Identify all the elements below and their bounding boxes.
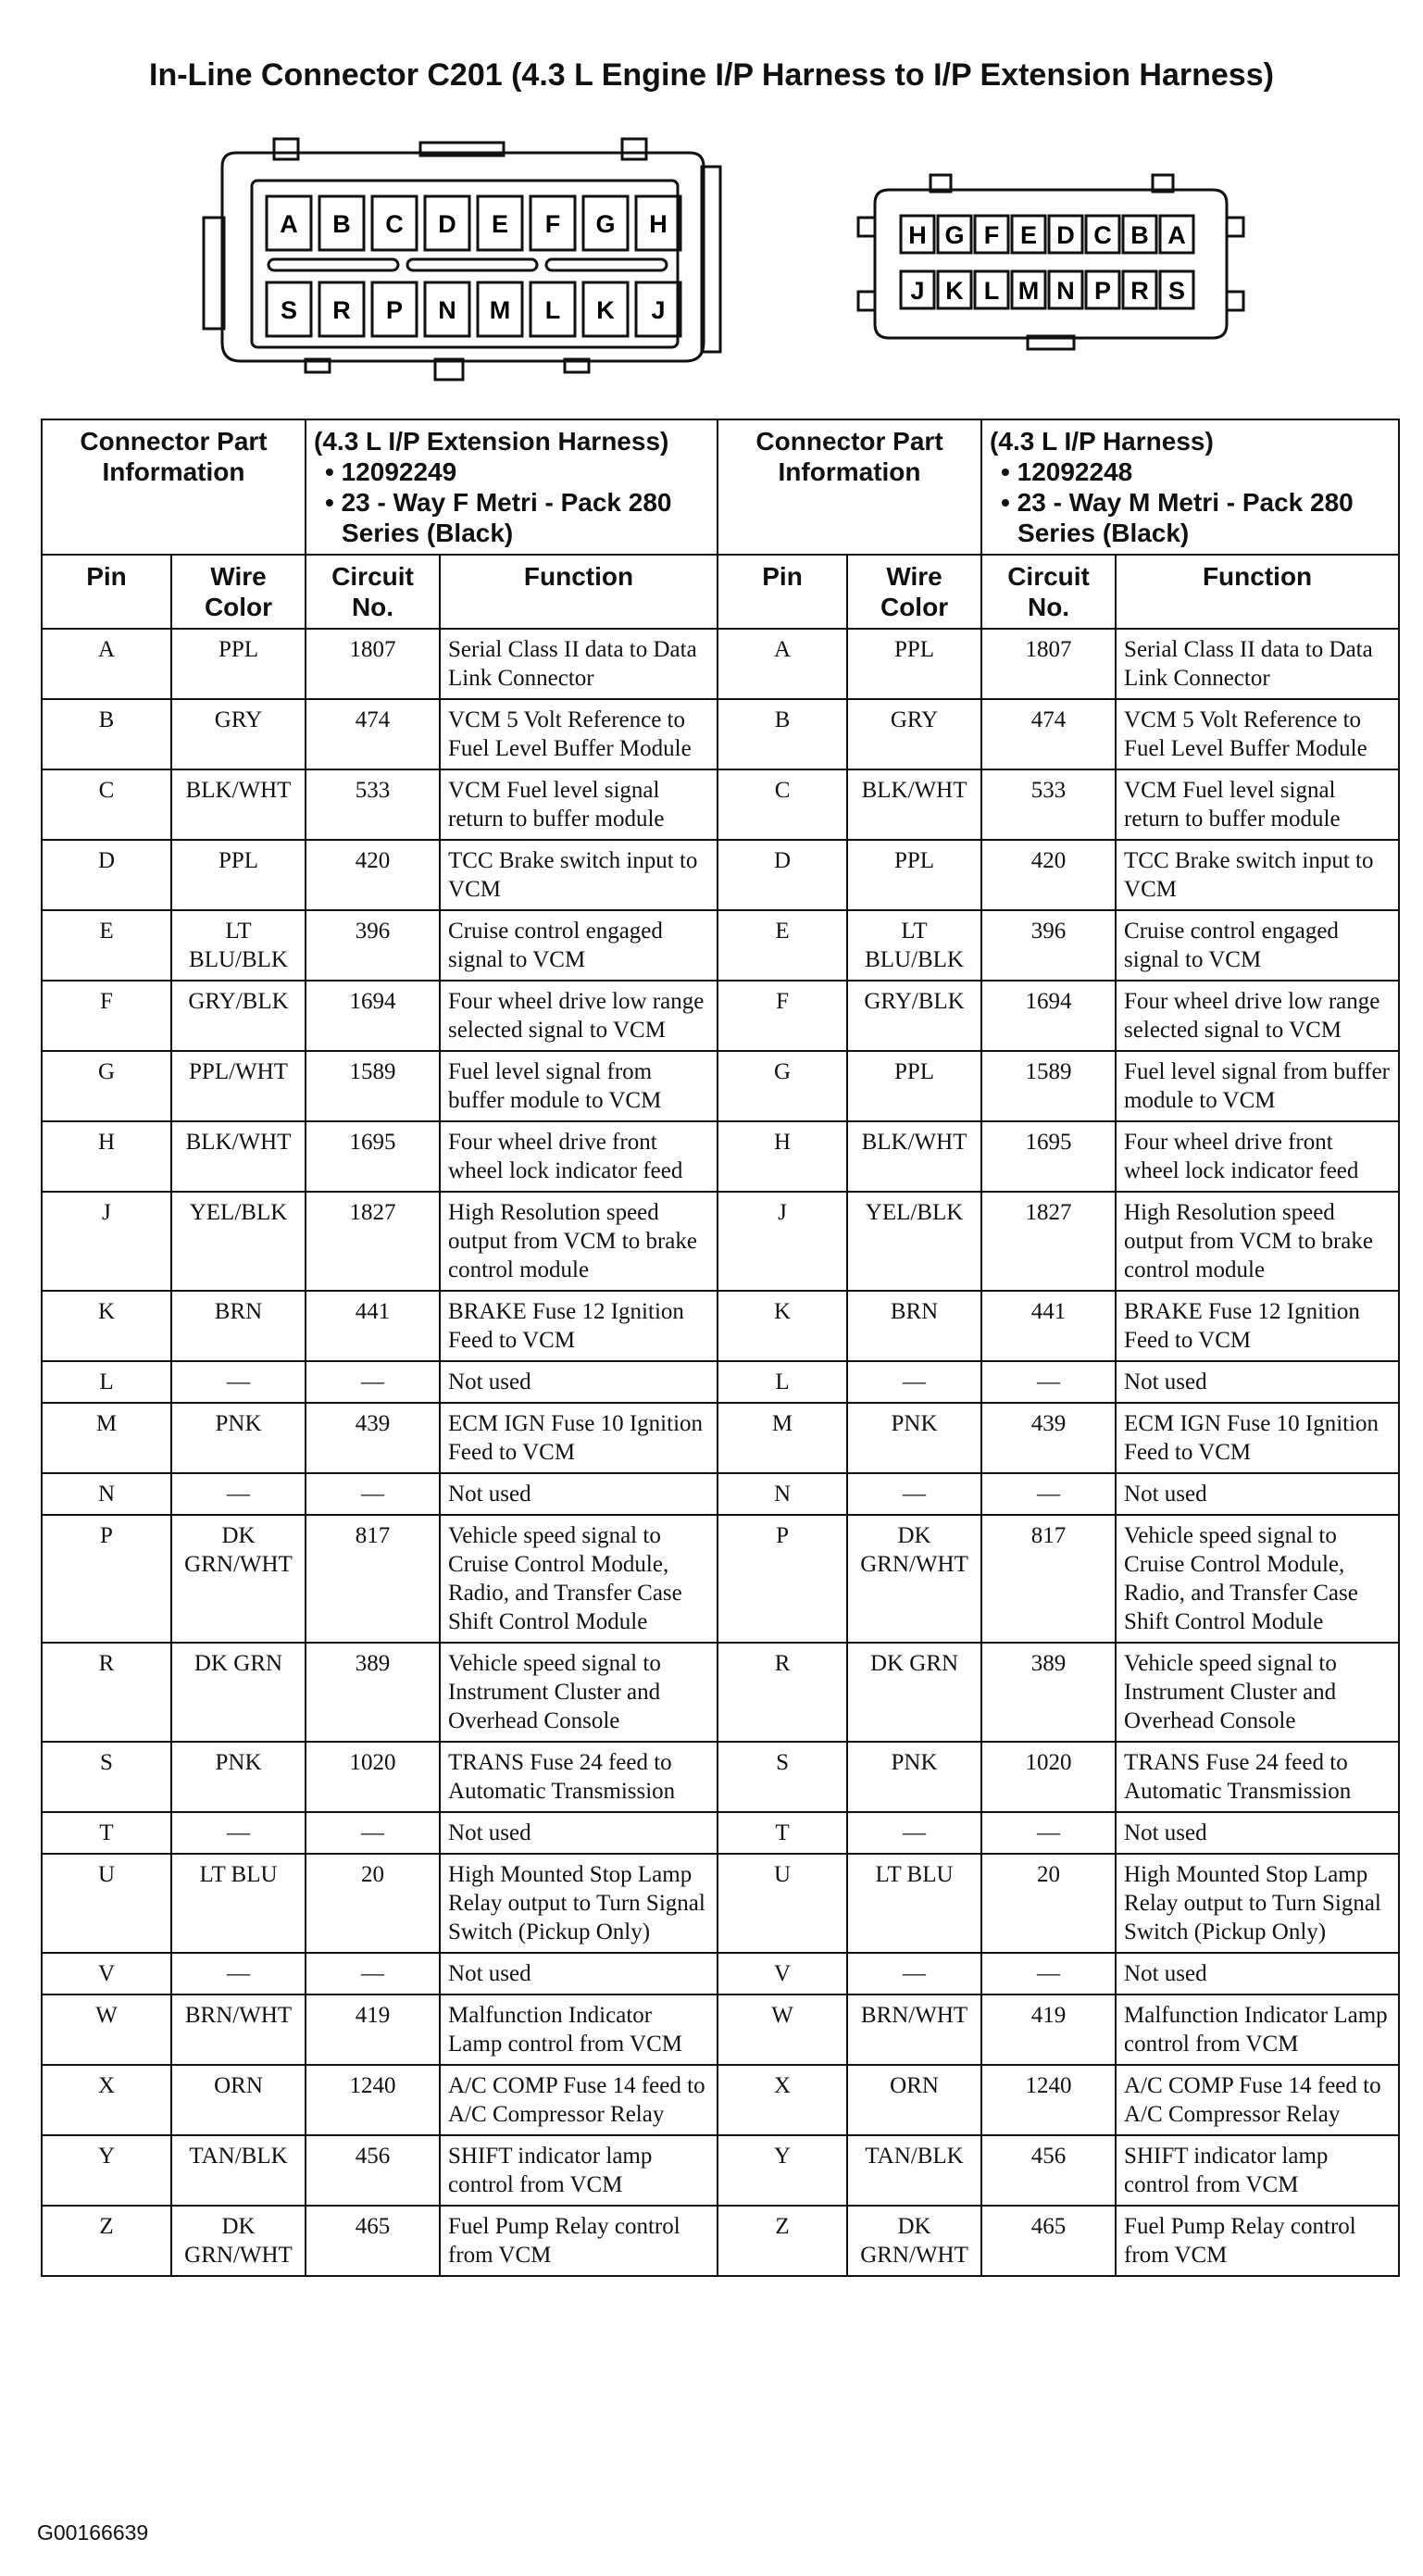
column-header-row: [42, 555, 1399, 629]
male-pin-label: A: [1167, 221, 1186, 249]
pin-cell: X: [42, 2065, 171, 2135]
function-cell: Not used: [440, 1953, 718, 1995]
table-row: [42, 699, 1399, 769]
pin-cell: L: [718, 1361, 847, 1403]
pin-cell: S: [42, 1742, 171, 1812]
table-row: [42, 910, 1399, 981]
female-pin-label: A: [280, 210, 298, 238]
female-pin-label: N: [438, 296, 456, 324]
function-cell: Cruise control engaged signal to VCM: [440, 910, 718, 981]
function-cell: Not used: [1116, 1361, 1399, 1403]
left-info-label: Connector Part Information: [42, 419, 306, 555]
function-cell: TRANS Fuse 24 feed to Automatic Transmission: [1116, 1742, 1399, 1812]
circuit-cell: 420: [306, 840, 440, 910]
wire-color-cell: BLK/WHT: [171, 1121, 306, 1192]
wire-color-cell: —: [171, 1361, 306, 1403]
female-pin-label: L: [544, 296, 561, 324]
function-cell: VCM Fuel level signal return to buffer module: [1116, 769, 1399, 840]
male-pin-label: R: [1130, 277, 1149, 305]
pin-cell: D: [718, 840, 847, 910]
male-pin-label: H: [908, 221, 927, 249]
wire-color-cell: GRY: [171, 699, 306, 769]
table-row: [42, 1121, 1399, 1192]
table-row: [42, 1515, 1399, 1643]
wire-color-cell: —: [171, 1812, 306, 1854]
circuit-cell: 1695: [306, 1121, 440, 1192]
pin-cell: H: [718, 1121, 847, 1192]
circuit-cell: 474: [306, 699, 440, 769]
female-pin-label: M: [489, 296, 511, 324]
pin-cell: K: [42, 1291, 171, 1361]
wire-color-cell: GRY/BLK: [847, 981, 981, 1051]
pin-cell: B: [42, 699, 171, 769]
right-part-number: • 12092248: [1001, 457, 1133, 486]
function-cell: High Resolution speed output from VCM to brake control module: [440, 1192, 718, 1291]
female-pin-label: H: [649, 210, 668, 238]
function-cell: VCM Fuel level signal return to buffer module: [440, 769, 718, 840]
table-row: [42, 1643, 1399, 1742]
male-pin-label: M: [1017, 277, 1040, 305]
pin-cell: C: [718, 769, 847, 840]
male-connector-drawing: [847, 162, 1254, 356]
circuit-cell: 439: [981, 1403, 1116, 1473]
right-info-label: Connector Part Information: [718, 419, 981, 555]
circuit-cell: 441: [306, 1291, 440, 1361]
function-cell: SHIFT indicator lamp control from VCM: [1116, 2135, 1399, 2206]
pin-cell: N: [42, 1473, 171, 1515]
function-cell: High Mounted Stop Lamp Relay output to Turn Signal Switch (Pickup Only): [1116, 1854, 1399, 1953]
wire-color-cell: —: [171, 1953, 306, 1995]
wire-color-cell: PPL: [847, 1051, 981, 1121]
left-part-number: • 12092249: [325, 457, 457, 486]
pin-cell: K: [718, 1291, 847, 1361]
table-row: [42, 1051, 1399, 1121]
female-pin-label: S: [280, 296, 298, 324]
circuit-cell: —: [306, 1812, 440, 1854]
circuit-cell: 419: [981, 1995, 1116, 2065]
circuit-cell: 1589: [981, 1051, 1116, 1121]
circuit-cell: 1807: [981, 629, 1116, 699]
circuit-cell: —: [981, 1953, 1116, 1995]
female-pin-label: R: [332, 296, 351, 324]
male-pin-label: C: [1093, 221, 1112, 249]
wire-color-cell: ORN: [847, 2065, 981, 2135]
pin-cell: P: [42, 1515, 171, 1643]
wire-color-cell: GRY: [847, 699, 981, 769]
wire-color-cell: —: [847, 1953, 981, 1995]
pinout-table: [41, 419, 1400, 2277]
wire-color-cell: LT BLU/BLK: [171, 910, 306, 981]
pin-cell: V: [42, 1953, 171, 1995]
table-row: [42, 981, 1399, 1051]
wire-color-cell: LT BLU/BLK: [847, 910, 981, 981]
female-pin-label: J: [651, 296, 666, 324]
pin-cell: S: [718, 1742, 847, 1812]
table-row: [42, 2065, 1399, 2135]
wire-color-cell: PPL: [171, 629, 306, 699]
pin-cell: A: [42, 629, 171, 699]
pin-cell: E: [718, 910, 847, 981]
circuit-cell: 396: [981, 910, 1116, 981]
diagram-title: In-Line Connector C201 (4.3 L Engine I/P Harness to I/P Extension Harness): [149, 57, 1274, 93]
wire-color-cell: PPL: [847, 629, 981, 699]
circuit-cell: 420: [981, 840, 1116, 910]
female-pin-label: G: [595, 210, 616, 238]
circuit-cell: 1240: [306, 2065, 440, 2135]
table-row: [42, 2135, 1399, 2206]
table-row: [42, 1473, 1399, 1515]
wire-color-cell: —: [847, 1812, 981, 1854]
circuit-cell: 1240: [981, 2065, 1116, 2135]
pin-cell: E: [42, 910, 171, 981]
function-cell: Not used: [1116, 1812, 1399, 1854]
table-row: [42, 1742, 1399, 1812]
pin-cell: W: [718, 1995, 847, 2065]
wire-color-cell: TAN/BLK: [847, 2135, 981, 2206]
male-pin-label: K: [945, 277, 964, 305]
wire-color-cell: PPL: [171, 840, 306, 910]
circuit-cell: 533: [306, 769, 440, 840]
circuit-cell: —: [981, 1473, 1116, 1515]
function-cell: Four wheel drive front wheel lock indicator feed: [440, 1121, 718, 1192]
circuit-cell: 1020: [981, 1742, 1116, 1812]
function-cell: Vehicle speed signal to Instrument Cluster and Overhead Console: [1116, 1643, 1399, 1742]
function-cell: Fuel level signal from buffer module to VCM: [1116, 1051, 1399, 1121]
circuit-cell: 439: [306, 1403, 440, 1473]
pin-cell: T: [718, 1812, 847, 1854]
pin-cell: M: [42, 1403, 171, 1473]
circuit-cell: 1694: [306, 981, 440, 1051]
pin-cell: Z: [718, 2206, 847, 2276]
table-row: [42, 1812, 1399, 1854]
wire-color-cell: DK GRN/WHT: [847, 1515, 981, 1643]
function-cell: Not used: [440, 1812, 718, 1854]
male-pin-label: N: [1056, 277, 1075, 305]
function-cell: Not used: [1116, 1953, 1399, 1995]
circuit-cell: —: [306, 1953, 440, 1995]
function-cell: TRANS Fuse 24 feed to Automatic Transmission: [440, 1742, 718, 1812]
circuit-cell: 817: [306, 1515, 440, 1643]
col-circuit-no: Circuit No.: [306, 555, 440, 629]
circuit-cell: 1020: [306, 1742, 440, 1812]
circuit-cell: 20: [306, 1854, 440, 1953]
wire-color-cell: LT BLU: [847, 1854, 981, 1953]
function-cell: Vehicle speed signal to Cruise Control Module, Radio, and Transfer Case Shift Control Module: [1116, 1515, 1399, 1643]
connector-info-row: [42, 419, 1399, 555]
function-cell: Vehicle speed signal to Cruise Control Module, Radio, and Transfer Case Shift Control Module: [440, 1515, 718, 1643]
female-pin-label: D: [438, 210, 456, 238]
female-pin-label: K: [596, 296, 615, 324]
function-cell: SHIFT indicator lamp control from VCM: [440, 2135, 718, 2206]
circuit-cell: 456: [981, 2135, 1116, 2206]
circuit-cell: 1694: [981, 981, 1116, 1051]
function-cell: Fuel Pump Relay control from VCM: [440, 2206, 718, 2276]
wire-color-cell: YEL/BLK: [171, 1192, 306, 1291]
circuit-cell: 817: [981, 1515, 1116, 1643]
circuit-cell: 389: [306, 1643, 440, 1742]
function-cell: VCM 5 Volt Reference to Fuel Level Buffer Module: [440, 699, 718, 769]
circuit-cell: 456: [306, 2135, 440, 2206]
wire-color-cell: DK GRN: [171, 1643, 306, 1742]
pin-cell: G: [42, 1051, 171, 1121]
female-pin-label: C: [385, 210, 404, 238]
col-pin: Pin: [718, 555, 847, 629]
function-cell: Fuel level signal from buffer module to VCM: [440, 1051, 718, 1121]
circuit-cell: 1827: [306, 1192, 440, 1291]
wire-color-cell: TAN/BLK: [171, 2135, 306, 2206]
pin-cell: F: [718, 981, 847, 1051]
circuit-cell: 419: [306, 1995, 440, 2065]
right-harness-info: [981, 419, 1399, 555]
function-cell: A/C COMP Fuse 14 feed to A/C Compressor Relay: [440, 2065, 718, 2135]
left-harness-title: (4.3 L I/P Extension Harness): [314, 427, 669, 456]
wire-color-cell: —: [171, 1473, 306, 1515]
wire-color-cell: LT BLU: [171, 1854, 306, 1953]
male-pin-label: J: [910, 277, 925, 305]
table-row: [42, 629, 1399, 699]
col-circuit-no: Circuit No.: [981, 555, 1116, 629]
pin-cell: R: [718, 1643, 847, 1742]
function-cell: Fuel Pump Relay control from VCM: [1116, 2206, 1399, 2276]
male-pin-label: P: [1093, 277, 1112, 305]
circuit-cell: 465: [981, 2206, 1116, 2276]
function-cell: Not used: [440, 1361, 718, 1403]
circuit-cell: 1807: [306, 629, 440, 699]
female-pin-label: F: [544, 210, 561, 238]
female-pin-label: E: [491, 210, 509, 238]
function-cell: Four wheel drive low range selected signal to VCM: [440, 981, 718, 1051]
function-cell: Malfunction Indicator Lamp control from VCM: [1116, 1995, 1399, 2065]
wire-color-cell: DK GRN: [847, 1643, 981, 1742]
male-pin-label: F: [983, 221, 1000, 249]
wire-color-cell: BLK/WHT: [171, 769, 306, 840]
male-pin-label: D: [1056, 221, 1075, 249]
pin-cell: B: [718, 699, 847, 769]
table-row: [42, 1291, 1399, 1361]
function-cell: Serial Class II data to Data Link Connector: [440, 629, 718, 699]
wire-color-cell: GRY/BLK: [171, 981, 306, 1051]
table-row: [42, 769, 1399, 840]
pin-cell: Z: [42, 2206, 171, 2276]
wire-color-cell: PNK: [171, 1742, 306, 1812]
pin-cell: U: [718, 1854, 847, 1953]
function-cell: Serial Class II data to Data Link Connector: [1116, 629, 1399, 699]
wire-color-cell: PNK: [847, 1742, 981, 1812]
function-cell: Four wheel drive low range selected signal to VCM: [1116, 981, 1399, 1051]
wire-color-cell: PPL: [847, 840, 981, 910]
table-row: [42, 840, 1399, 910]
left-harness-info: [306, 419, 718, 555]
circuit-cell: 474: [981, 699, 1116, 769]
circuit-cell: —: [306, 1361, 440, 1403]
table-row: [42, 1953, 1399, 1995]
right-harness-title: (4.3 L I/P Harness): [990, 427, 1214, 456]
col-pin: Pin: [42, 555, 171, 629]
function-cell: Vehicle speed signal to Instrument Cluster and Overhead Console: [440, 1643, 718, 1742]
wire-color-cell: PNK: [171, 1403, 306, 1473]
pin-cell: F: [42, 981, 171, 1051]
table-row: [42, 1995, 1399, 2065]
function-cell: VCM 5 Volt Reference to Fuel Level Buffer Module: [1116, 699, 1399, 769]
circuit-cell: 389: [981, 1643, 1116, 1742]
function-cell: TCC Brake switch input to VCM: [440, 840, 718, 910]
function-cell: Not used: [1116, 1473, 1399, 1515]
circuit-cell: 396: [306, 910, 440, 981]
pin-cell: P: [718, 1515, 847, 1643]
right-type-line: • 23 - Way M Metri - Pack 280 Series (Black): [1001, 488, 1354, 547]
male-pin-label: G: [944, 221, 965, 249]
function-cell: Cruise control engaged signal to VCM: [1116, 910, 1399, 981]
table-row: [42, 1192, 1399, 1291]
wire-color-cell: BRN/WHT: [171, 1995, 306, 2065]
wire-color-cell: PNK: [847, 1403, 981, 1473]
circuit-cell: —: [981, 1812, 1116, 1854]
pin-cell: W: [42, 1995, 171, 2065]
function-cell: Malfunction Indicator Lamp control from VCM: [440, 1995, 718, 2065]
table-row: [42, 1403, 1399, 1473]
wire-color-cell: BLK/WHT: [847, 1121, 981, 1192]
circuit-cell: 533: [981, 769, 1116, 840]
col-wire-color: Wire Color: [847, 555, 981, 629]
function-cell: ECM IGN Fuse 10 Ignition Feed to VCM: [1116, 1403, 1399, 1473]
female-connector-drawing: [194, 130, 731, 389]
pin-cell: L: [42, 1361, 171, 1403]
wire-color-cell: DK GRN/WHT: [171, 2206, 306, 2276]
col-function: Function: [440, 555, 718, 629]
table-row: [42, 1854, 1399, 1953]
function-cell: Not used: [440, 1473, 718, 1515]
table-row: [42, 1361, 1399, 1403]
pin-cell: N: [718, 1473, 847, 1515]
col-function: Function: [1116, 555, 1399, 629]
pin-cell: U: [42, 1854, 171, 1953]
wire-color-cell: ORN: [171, 2065, 306, 2135]
circuit-cell: 1589: [306, 1051, 440, 1121]
function-cell: High Resolution speed output from VCM to brake control module: [1116, 1192, 1399, 1291]
wire-color-cell: —: [847, 1473, 981, 1515]
pin-cell: Y: [42, 2135, 171, 2206]
circuit-cell: 1827: [981, 1192, 1116, 1291]
function-cell: ECM IGN Fuse 10 Ignition Feed to VCM: [440, 1403, 718, 1473]
pin-cell: C: [42, 769, 171, 840]
female-pin-label: P: [385, 296, 404, 324]
circuit-cell: 465: [306, 2206, 440, 2276]
pin-cell: H: [42, 1121, 171, 1192]
function-cell: Four wheel drive front wheel lock indicator feed: [1116, 1121, 1399, 1192]
circuit-cell: —: [306, 1473, 440, 1515]
figure-id: G00166639: [37, 2520, 149, 2545]
pin-cell: Y: [718, 2135, 847, 2206]
wire-color-cell: YEL/BLK: [847, 1192, 981, 1291]
function-cell: TCC Brake switch input to VCM: [1116, 840, 1399, 910]
col-wire-color: Wire Color: [171, 555, 306, 629]
pin-cell: V: [718, 1953, 847, 1995]
wire-color-cell: BRN/WHT: [847, 1995, 981, 2065]
pin-cell: X: [718, 2065, 847, 2135]
male-pin-label: E: [1019, 221, 1038, 249]
circuit-cell: 20: [981, 1854, 1116, 1953]
female-pin-label: B: [332, 210, 351, 238]
pin-cell: R: [42, 1643, 171, 1742]
wire-color-cell: DK GRN/WHT: [171, 1515, 306, 1643]
wire-color-cell: BRN: [171, 1291, 306, 1361]
wire-color-cell: PPL/WHT: [171, 1051, 306, 1121]
pin-cell: T: [42, 1812, 171, 1854]
table-row: [42, 2206, 1399, 2276]
circuit-cell: —: [981, 1361, 1116, 1403]
function-cell: BRAKE Fuse 12 Ignition Feed to VCM: [440, 1291, 718, 1361]
pin-cell: A: [718, 629, 847, 699]
pin-cell: J: [42, 1192, 171, 1291]
male-pin-label: L: [983, 277, 1000, 305]
function-cell: BRAKE Fuse 12 Ignition Feed to VCM: [1116, 1291, 1399, 1361]
circuit-cell: 1695: [981, 1121, 1116, 1192]
wire-color-cell: BRN: [847, 1291, 981, 1361]
pin-cell: D: [42, 840, 171, 910]
wire-color-cell: BLK/WHT: [847, 769, 981, 840]
male-pin-label: B: [1130, 221, 1149, 249]
pin-cell: G: [718, 1051, 847, 1121]
function-cell: High Mounted Stop Lamp Relay output to Turn Signal Switch (Pickup Only): [440, 1854, 718, 1953]
circuit-cell: 441: [981, 1291, 1116, 1361]
wire-color-cell: DK GRN/WHT: [847, 2206, 981, 2276]
left-type-line: • 23 - Way F Metri - Pack 280 Series (Black): [325, 488, 672, 547]
pin-cell: J: [718, 1192, 847, 1291]
pin-cell: M: [718, 1403, 847, 1473]
male-pin-label: S: [1167, 277, 1186, 305]
wire-color-cell: —: [847, 1361, 981, 1403]
function-cell: A/C COMP Fuse 14 feed to A/C Compressor Relay: [1116, 2065, 1399, 2135]
